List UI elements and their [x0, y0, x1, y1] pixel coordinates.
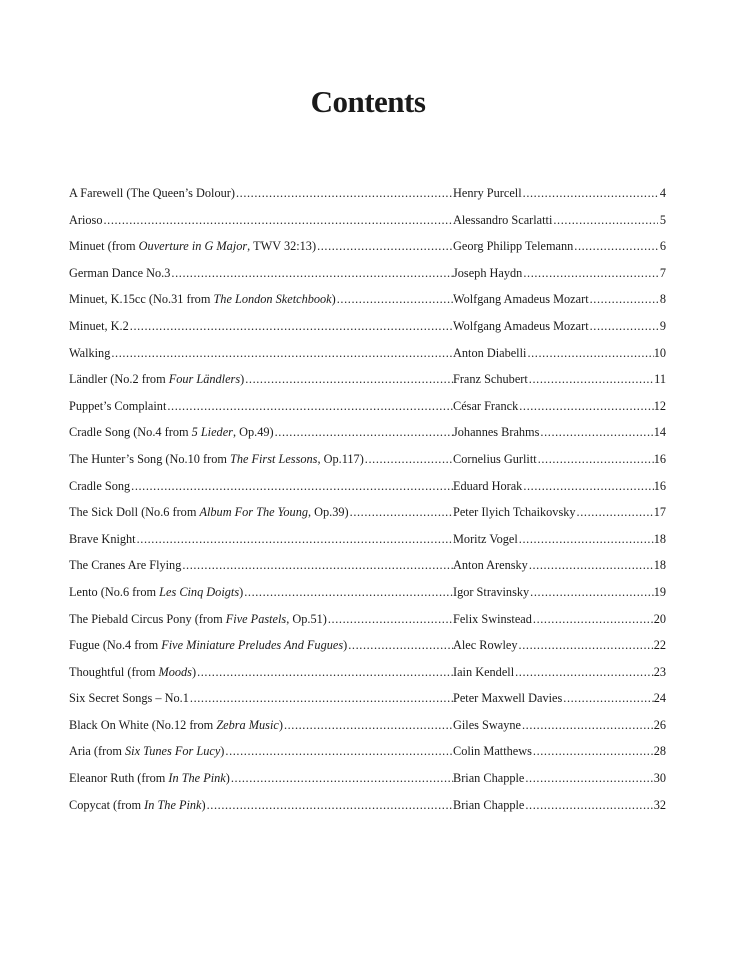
piece-title-column: [69, 393, 453, 420]
toc-entry: [69, 393, 666, 420]
composer-name: Iain Kendell: [453, 664, 515, 679]
dot-leader: [589, 286, 658, 313]
page-number: 16: [653, 478, 666, 493]
page-number: 28: [653, 744, 666, 759]
page-number: 30: [653, 771, 666, 786]
toc-entry: [69, 552, 666, 579]
piece-title-italic-segment: Zebra Music: [216, 717, 279, 732]
composer-column: [453, 526, 666, 553]
piece-title: [69, 765, 230, 792]
piece-title-segment: Thoughtful (from: [69, 664, 159, 679]
composer-name: Eduard Horak: [453, 478, 523, 493]
toc-entry: [69, 685, 666, 712]
dot-leader: [539, 419, 653, 446]
composer-column: [453, 765, 666, 792]
piece-title-italic-segment: Album For The Young: [199, 505, 308, 520]
dot-leader: [283, 712, 453, 739]
dot-leader: [206, 792, 453, 819]
composer-column: [453, 313, 666, 340]
toc-entry: [69, 606, 666, 633]
piece-title-column: [69, 552, 453, 579]
piece-title: [69, 260, 170, 287]
composer-name: Colin Matthews: [453, 744, 532, 759]
piece-title-segment: ): [201, 797, 206, 812]
page-number: 5: [659, 212, 666, 227]
piece-title-segment: , Op.51): [286, 611, 327, 626]
dot-leader: [522, 180, 658, 207]
piece-title: [69, 712, 283, 739]
piece-title-italic-segment: Les Cinq Doigts: [159, 584, 240, 599]
composer-column: [453, 473, 666, 500]
dot-leader: [364, 446, 453, 473]
dot-leader: [243, 579, 453, 606]
dot-leader: [518, 632, 654, 659]
piece-title: [69, 340, 110, 367]
piece-title: [69, 473, 130, 500]
composer-name: Georg Philipp Telemann: [453, 239, 574, 254]
page-number: 14: [653, 425, 666, 440]
page-number: 24: [653, 691, 666, 706]
dot-leader: [521, 712, 654, 739]
piece-title: [69, 738, 224, 765]
toc-entry: [69, 207, 666, 234]
composer-name: Igor Stravinsky: [453, 584, 530, 599]
toc-entry: [69, 632, 666, 659]
piece-title-segment: Lento (No.6 from: [69, 584, 160, 599]
piece-title-column: [69, 286, 453, 313]
page-number: 16: [653, 451, 666, 466]
page-number: 22: [653, 638, 666, 653]
piece-title: [69, 446, 364, 473]
dot-leader: [129, 313, 453, 340]
piece-title-segment: ): [239, 584, 244, 599]
toc-entry: [69, 260, 666, 287]
dot-leader: [274, 419, 453, 446]
composer-name: Henry Purcell: [453, 186, 522, 200]
piece-title-italic-segment: The London Sketchbook: [213, 292, 332, 307]
composer-name: Alessandro Scarlatti: [453, 212, 553, 227]
composer-name: Giles Swayne: [453, 717, 521, 732]
dot-leader: [196, 659, 453, 686]
composer-column: [453, 393, 666, 420]
piece-title-segment: Arioso: [69, 212, 103, 227]
piece-title: [69, 366, 244, 393]
piece-title-column: [69, 446, 453, 473]
composer-column: [453, 419, 666, 446]
dot-leader: [518, 393, 653, 420]
piece-title-column: [69, 473, 453, 500]
page-number: 32: [653, 797, 666, 812]
dot-leader: [349, 499, 453, 526]
dot-leader: [522, 260, 658, 287]
piece-title-segment: Cradle Song (No.4 from: [69, 425, 192, 440]
piece-title-segment: Brave Knight: [69, 531, 136, 546]
piece-title-column: [69, 313, 453, 340]
piece-title: [69, 499, 349, 526]
piece-title-column: [69, 712, 453, 739]
dot-leader: [224, 738, 453, 765]
piece-title-column: [69, 260, 453, 287]
piece-title-segment: Ländler (No.2 from: [69, 372, 169, 387]
piece-title: [69, 419, 274, 446]
piece-title: [69, 180, 235, 207]
piece-title-column: [69, 659, 453, 686]
dot-leader: [336, 286, 453, 313]
composer-column: [453, 738, 666, 765]
piece-title-segment: Fugue (No.4 from: [69, 638, 162, 653]
piece-title: [69, 792, 206, 819]
composer-name: César Franck: [453, 398, 519, 413]
dot-leader: [552, 207, 658, 234]
piece-title-segment: ): [343, 638, 348, 653]
dot-leader: [130, 473, 453, 500]
page-number: 6: [659, 239, 666, 254]
page-number: 12: [653, 398, 666, 413]
piece-title: [69, 685, 189, 712]
piece-title-segment: The Hunter’s Song (No.10 from: [69, 451, 230, 466]
piece-title-segment: ): [220, 744, 225, 759]
dot-leader: [181, 552, 453, 579]
piece-title-segment: Minuet (from: [69, 239, 139, 254]
dot-leader: [244, 366, 453, 393]
dot-leader: [526, 340, 653, 367]
dot-leader: [529, 579, 654, 606]
toc-entry: [69, 286, 666, 313]
page-number: 20: [653, 611, 666, 626]
piece-title-italic-segment: In The Pink: [168, 771, 226, 786]
piece-title-italic-segment: 5 Lieder: [191, 425, 233, 440]
page-number: 9: [659, 318, 666, 333]
composer-name: Peter Ilyich Tchaikovsky: [453, 505, 576, 520]
toc-entry: [69, 659, 666, 686]
composer-name: Joseph Haydn: [453, 265, 523, 280]
composer-column: [453, 366, 666, 393]
dot-leader: [524, 765, 653, 792]
composer-column: [453, 659, 666, 686]
dot-leader: [136, 526, 453, 553]
piece-title-segment: The Piebald Circus Pony (from: [69, 611, 226, 626]
toc-entry: [69, 792, 666, 819]
piece-title-segment: Black On White (No.12 from: [69, 717, 217, 732]
piece-title-italic-segment: Five Miniature Preludes And Fugues: [161, 638, 344, 653]
dot-leader: [102, 207, 453, 234]
piece-title-column: [69, 579, 453, 606]
toc-entry: [69, 233, 666, 260]
piece-title-segment: Walking: [69, 345, 111, 360]
piece-title-column: [69, 366, 453, 393]
page-number: 11: [654, 372, 666, 387]
dot-leader: [573, 233, 658, 260]
composer-column: [453, 499, 666, 526]
table-of-contents: [69, 180, 666, 818]
piece-title-segment: ): [240, 372, 245, 387]
piece-title-segment: Minuet, K.2: [69, 318, 129, 333]
toc-entry: [69, 738, 666, 765]
dot-leader: [316, 233, 453, 260]
piece-title-italic-segment: In The Pink: [144, 797, 202, 812]
page-number: 4: [659, 186, 666, 200]
toc-entry: [69, 419, 666, 446]
piece-title-segment: Eleanor Ruth (from: [69, 771, 169, 786]
dot-leader: [518, 526, 654, 553]
composer-name: Anton Diabelli: [453, 345, 527, 360]
piece-title-segment: The Sick Doll (No.6 from: [69, 505, 200, 520]
composer-column: [453, 792, 666, 819]
dot-leader: [532, 606, 654, 633]
dot-leader: [110, 340, 453, 367]
piece-title: [69, 233, 316, 260]
piece-title-segment: Cradle Song: [69, 478, 131, 493]
composer-column: [453, 286, 666, 313]
toc-entry: [69, 180, 666, 207]
toc-entry: [69, 446, 666, 473]
piece-title-italic-segment: Six Tunes For Lucy: [125, 744, 221, 759]
toc-entry: [69, 579, 666, 606]
dot-leader: [347, 632, 453, 659]
page-number: 7: [659, 265, 666, 280]
composer-name: Peter Maxwell Davies: [453, 691, 563, 706]
toc-entry: [69, 499, 666, 526]
piece-title-segment: A Farewell (The Queen’s Dolour): [69, 186, 235, 200]
composer-name: Brian Chapple: [453, 771, 525, 786]
composer-column: [453, 632, 666, 659]
piece-title-column: [69, 738, 453, 765]
page-number: 18: [653, 531, 666, 546]
piece-title: [69, 393, 166, 420]
page-number: 23: [653, 664, 666, 679]
piece-title-segment: Aria (from: [69, 744, 125, 759]
toc-entry: [69, 366, 666, 393]
piece-title-segment: Copycat (from: [69, 797, 145, 812]
piece-title-column: [69, 765, 453, 792]
piece-title: [69, 632, 347, 659]
piece-title-column: [69, 792, 453, 819]
piece-title-segment: , Op.39): [308, 505, 349, 520]
piece-title: [69, 606, 327, 633]
piece-title-segment: ): [278, 717, 283, 732]
piece-title-segment: Six Secret Songs – No.1: [69, 691, 189, 706]
piece-title: [69, 552, 181, 579]
piece-title-italic-segment: The First Lessons: [229, 451, 318, 466]
page-number: 26: [653, 717, 666, 732]
piece-title-segment: ): [331, 292, 336, 307]
piece-title-segment: , Op.49): [232, 425, 274, 440]
page-number: 19: [653, 584, 666, 599]
composer-name: Wolfgang Amadeus Mozart: [453, 292, 589, 307]
dot-leader: [189, 685, 453, 712]
dot-leader: [327, 606, 453, 633]
composer-name: Wolfgang Amadeus Mozart: [453, 318, 589, 333]
dot-leader: [522, 473, 653, 500]
composer-column: [453, 180, 666, 207]
composer-name: Cornelius Gurlitt: [453, 451, 537, 466]
composer-name: Franz Schubert: [453, 372, 528, 387]
page-number: 18: [653, 558, 666, 573]
piece-title-segment: ): [191, 664, 197, 679]
composer-name: Brian Chapple: [453, 797, 525, 812]
piece-title-column: [69, 632, 453, 659]
dot-leader: [576, 499, 654, 526]
toc-entry: [69, 526, 666, 553]
composer-column: [453, 233, 666, 260]
page-number: 8: [659, 292, 666, 307]
piece-title-italic-segment: Ouverture in G Major: [138, 239, 248, 254]
dot-leader: [562, 685, 653, 712]
piece-title-column: [69, 207, 453, 234]
dot-leader: [589, 313, 658, 340]
composer-column: [453, 606, 666, 633]
composer-name: Alec Rowley: [453, 638, 518, 653]
piece-title-column: [69, 526, 453, 553]
piece-title-column: [69, 499, 453, 526]
piece-title-column: [69, 340, 453, 367]
piece-title-segment: Minuet, K.15cc (No.31 from: [69, 292, 214, 307]
composer-column: [453, 340, 666, 367]
piece-title: [69, 286, 336, 313]
piece-title-segment: , TWV 32:13): [247, 239, 317, 254]
dot-leader: [537, 446, 654, 473]
piece-title-italic-segment: Five Pastels: [225, 611, 287, 626]
piece-title-segment: German Dance No.3: [69, 265, 171, 280]
piece-title-segment: , Op.117): [317, 451, 364, 466]
piece-title: [69, 579, 243, 606]
composer-column: [453, 207, 666, 234]
piece-title-column: [69, 606, 453, 633]
piece-title-column: [69, 685, 453, 712]
piece-title-italic-segment: Four Ländlers: [168, 372, 241, 387]
toc-entry: [69, 712, 666, 739]
dot-leader: [235, 180, 453, 207]
piece-title-segment: The Cranes Are Flying: [69, 558, 182, 573]
composer-name: Moritz Vogel: [453, 531, 518, 546]
piece-title-column: [69, 233, 453, 260]
piece-title-segment: ): [225, 771, 230, 786]
dot-leader: [528, 552, 654, 579]
dot-leader: [166, 393, 453, 420]
piece-title-column: [69, 180, 453, 207]
composer-name: Anton Arensky: [453, 558, 528, 573]
composer-name: Johannes Brahms: [453, 425, 540, 440]
toc-entry: [69, 313, 666, 340]
composer-column: [453, 260, 666, 287]
piece-title: [69, 659, 196, 686]
toc-entry: [69, 765, 666, 792]
composer-name: Felix Swinstead: [453, 611, 532, 626]
toc-entry: [69, 473, 666, 500]
composer-column: [453, 552, 666, 579]
page-number: 10: [653, 345, 666, 360]
dot-leader: [230, 765, 453, 792]
piece-title-segment: Puppet’s Complaint: [69, 398, 167, 413]
piece-title: [69, 313, 129, 340]
dot-leader: [528, 366, 654, 393]
dot-leader: [170, 260, 453, 287]
dot-leader: [514, 659, 654, 686]
composer-column: [453, 579, 666, 606]
toc-entry: [69, 340, 666, 367]
page-title: Contents: [310, 84, 426, 119]
page-number: 17: [653, 505, 666, 520]
dot-leader: [524, 792, 653, 819]
piece-title: [69, 207, 102, 234]
composer-column: [453, 685, 666, 712]
piece-title-column: [69, 419, 453, 446]
piece-title: [69, 526, 136, 553]
composer-column: [453, 712, 666, 739]
composer-column: [453, 446, 666, 473]
dot-leader: [532, 738, 654, 765]
piece-title-italic-segment: Moods: [158, 664, 192, 679]
